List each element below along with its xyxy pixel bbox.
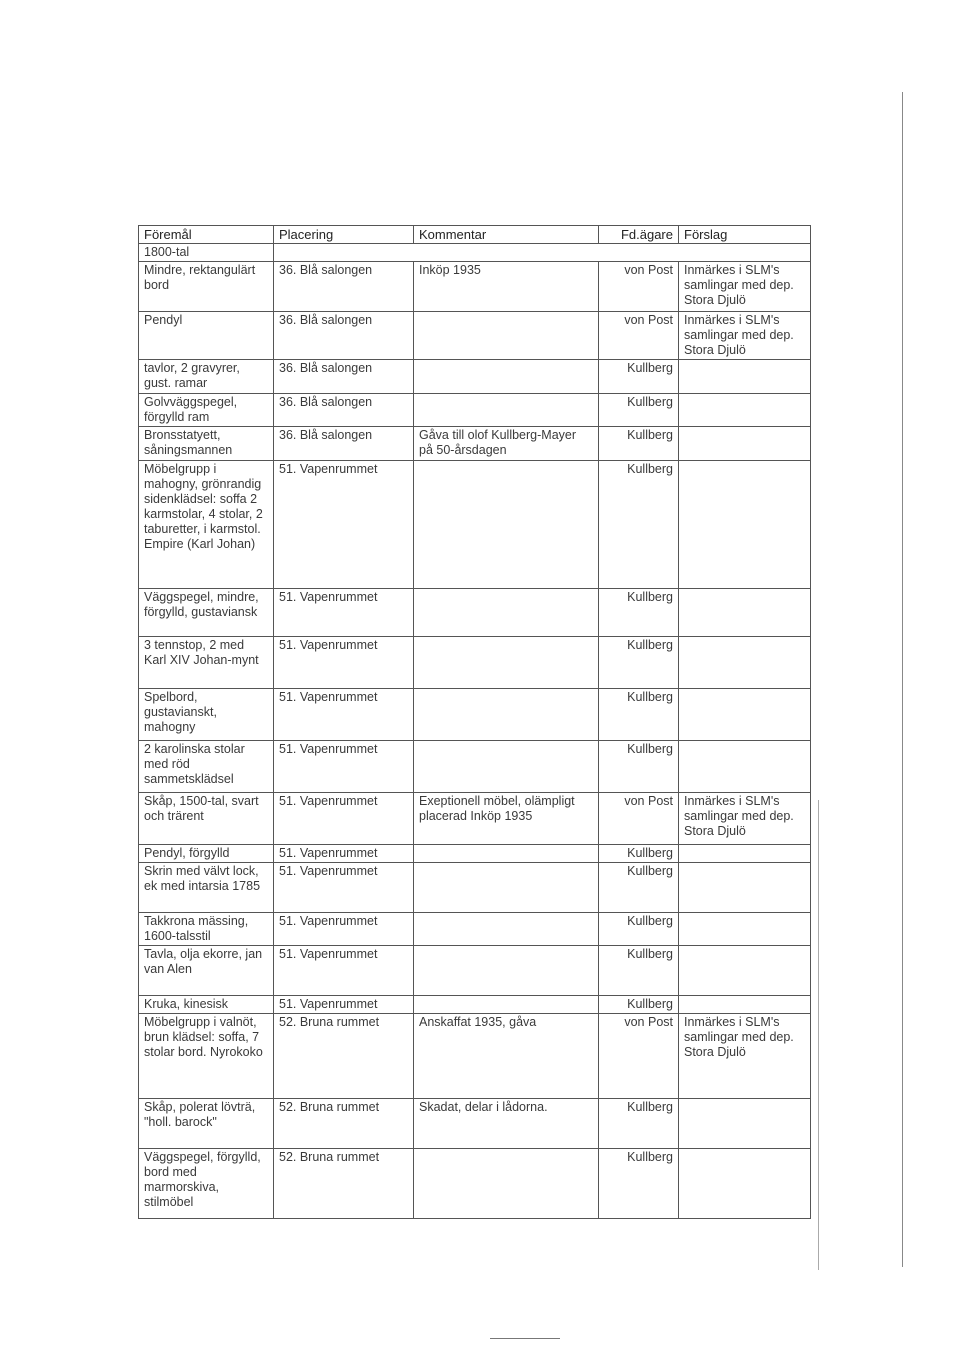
placement-cell: 36. Blå salongen [274, 427, 414, 461]
proposal-cell: Inmärkes i SLM's samlingar med dep. Stora Djulö [679, 312, 811, 360]
former-owner-cell: Kullberg [599, 427, 679, 461]
item-cell: Skrin med välvt lock, ek med intarsia 1785 [139, 863, 274, 913]
former-owner-cell: Kullberg [599, 863, 679, 913]
placement-cell: 51. Vapenrummet [274, 996, 414, 1014]
item-cell: Pendyl, förgylld [139, 845, 274, 863]
former-owner-cell: von Post [599, 262, 679, 312]
proposal-cell [679, 863, 811, 913]
placement-cell: 51. Vapenrummet [274, 741, 414, 793]
table-row [139, 845, 811, 863]
proposal-cell [679, 637, 811, 689]
former-owner-cell: Kullberg [599, 360, 679, 394]
placement-cell: 52. Bruna rummet [274, 1149, 414, 1219]
placement-cell: 36. Blå salongen [274, 312, 414, 360]
placement-cell: 36. Blå salongen [274, 394, 414, 427]
comment-cell [414, 741, 599, 793]
table-row [139, 946, 811, 996]
section-label: 1800-tal [139, 244, 274, 262]
placement-cell: 51. Vapenrummet [274, 863, 414, 913]
former-owner-cell: Kullberg [599, 589, 679, 637]
comment-cell [414, 637, 599, 689]
item-cell: Möbelgrupp i mahogny, grönrandig sidenklädsel: soffa 2 karmstolar, 4 stolar, 2 taburetter, i karmstol. Empire (Karl Johan) [139, 461, 274, 589]
item-cell: tavlor, 2 gravyrer, gust. ramar [139, 360, 274, 394]
table-row [139, 262, 811, 312]
margin-line-short [818, 800, 819, 1270]
proposal-cell [679, 913, 811, 946]
former-owner-cell: Kullberg [599, 689, 679, 741]
placement-cell: 51. Vapenrummet [274, 461, 414, 589]
placement-cell: 52. Bruna rummet [274, 1099, 414, 1149]
comment-cell [414, 689, 599, 741]
comment-cell: Inköp 1935 [414, 262, 599, 312]
proposal-cell [679, 461, 811, 589]
item-cell: Skåp, 1500-tal, svart och trärent [139, 793, 274, 845]
table-header-row [139, 226, 811, 244]
comment-cell: Skadat, delar i lådorna. [414, 1099, 599, 1149]
table-row [139, 793, 811, 845]
item-cell: Bronsstatyett, såningsmannen [139, 427, 274, 461]
former-owner-cell: von Post [599, 312, 679, 360]
comment-cell [414, 996, 599, 1014]
table-row [139, 312, 811, 360]
comment-cell: Anskaffat 1935, gåva [414, 1014, 599, 1099]
comment-cell [414, 360, 599, 394]
proposal-cell: Inmärkes i SLM's samlingar med dep. Stora Djulö [679, 262, 811, 312]
table-row [139, 1149, 811, 1219]
proposal-cell [679, 946, 811, 996]
comment-cell [414, 312, 599, 360]
former-owner-cell: Kullberg [599, 637, 679, 689]
proposal-cell [679, 741, 811, 793]
placement-cell: 51. Vapenrummet [274, 913, 414, 946]
former-owner-cell: von Post [599, 793, 679, 845]
table-row [139, 689, 811, 741]
table-row [139, 637, 811, 689]
proposal-cell [679, 589, 811, 637]
proposal-cell [679, 1149, 811, 1219]
item-cell: Pendyl [139, 312, 274, 360]
item-cell: 3 tennstop, 2 med Karl XIV Johan-mynt [139, 637, 274, 689]
comment-cell [414, 845, 599, 863]
item-cell: 2 karolinska stolar med röd sammetsklädsel [139, 741, 274, 793]
proposal-cell: Inmärkes i SLM's samlingar med dep. Stora Djulö [679, 1014, 811, 1099]
header-former-owner: Fd.ägare [599, 226, 679, 244]
item-cell: Takkrona mässing, 1600-talsstil [139, 913, 274, 946]
header-item: Föremål [139, 226, 274, 244]
table-row [139, 589, 811, 637]
header-proposal: Förslag [679, 226, 811, 244]
former-owner-cell: Kullberg [599, 1099, 679, 1149]
item-cell: Golvväggspegel, förgylld ram [139, 394, 274, 427]
comment-cell [414, 1149, 599, 1219]
comment-cell: Exeptionell möbel, olämpligt placerad Inköp 1935 [414, 793, 599, 845]
placement-cell: 51. Vapenrummet [274, 637, 414, 689]
table-row [139, 996, 811, 1014]
item-cell: Väggspegel, förgylld, bord med marmorskiva, stilmöbel [139, 1149, 274, 1219]
placement-cell: 36. Blå salongen [274, 360, 414, 394]
comment-cell [414, 913, 599, 946]
item-cell: Spelbord, gustavianskt, mahogny [139, 689, 274, 741]
proposal-cell [679, 1099, 811, 1149]
section-row [139, 244, 811, 262]
proposal-cell [679, 427, 811, 461]
placement-cell: 36. Blå salongen [274, 262, 414, 312]
proposal-cell [679, 394, 811, 427]
former-owner-cell: Kullberg [599, 946, 679, 996]
item-cell: Möbelgrupp i valnöt, brun klädsel: soffa, 7 stolar bord. Nyrokoko [139, 1014, 274, 1099]
item-cell: Kruka, kinesisk [139, 996, 274, 1014]
placement-cell: 51. Vapenrummet [274, 845, 414, 863]
item-cell: Väggspegel, mindre, förgylld, gustaviansk [139, 589, 274, 637]
table-row [139, 427, 811, 461]
placement-cell: 51. Vapenrummet [274, 793, 414, 845]
former-owner-cell: Kullberg [599, 996, 679, 1014]
comment-cell: Gåva till olof Kullberg-Mayer på 50-årsdagen [414, 427, 599, 461]
comment-cell [414, 589, 599, 637]
table-row [139, 913, 811, 946]
table-row [139, 1014, 811, 1099]
former-owner-cell: Kullberg [599, 913, 679, 946]
placement-cell: 51. Vapenrummet [274, 946, 414, 996]
header-placement: Placering [274, 226, 414, 244]
table-row [139, 1099, 811, 1149]
comment-cell [414, 946, 599, 996]
table-row [139, 863, 811, 913]
margin-line [902, 92, 903, 1267]
proposal-cell [679, 996, 811, 1014]
table-row [139, 394, 811, 427]
former-owner-cell: von Post [599, 1014, 679, 1099]
former-owner-cell: Kullberg [599, 1149, 679, 1219]
former-owner-cell: Kullberg [599, 741, 679, 793]
former-owner-cell: Kullberg [599, 845, 679, 863]
item-cell: Skåp, polerat lövträ, "holl. barock" [139, 1099, 274, 1149]
former-owner-cell: Kullberg [599, 461, 679, 589]
former-owner-cell: Kullberg [599, 394, 679, 427]
table-row [139, 360, 811, 394]
table-row [139, 741, 811, 793]
comment-cell [414, 863, 599, 913]
proposal-cell [679, 689, 811, 741]
header-comment: Kommentar [414, 226, 599, 244]
comment-cell [414, 461, 599, 589]
bottom-rule [490, 1338, 560, 1339]
section-filler [274, 244, 811, 262]
proposal-cell [679, 360, 811, 394]
placement-cell: 52. Bruna rummet [274, 1014, 414, 1099]
proposal-cell [679, 845, 811, 863]
comment-cell [414, 394, 599, 427]
placement-cell: 51. Vapenrummet [274, 689, 414, 741]
inventory-table [138, 225, 811, 1219]
item-cell: Tavla, olja ekorre, jan van Alen [139, 946, 274, 996]
table-row [139, 461, 811, 589]
placement-cell: 51. Vapenrummet [274, 589, 414, 637]
proposal-cell: Inmärkes i SLM's samlingar med dep. Stora Djulö [679, 793, 811, 845]
item-cell: Mindre, rektangulärt bord [139, 262, 274, 312]
